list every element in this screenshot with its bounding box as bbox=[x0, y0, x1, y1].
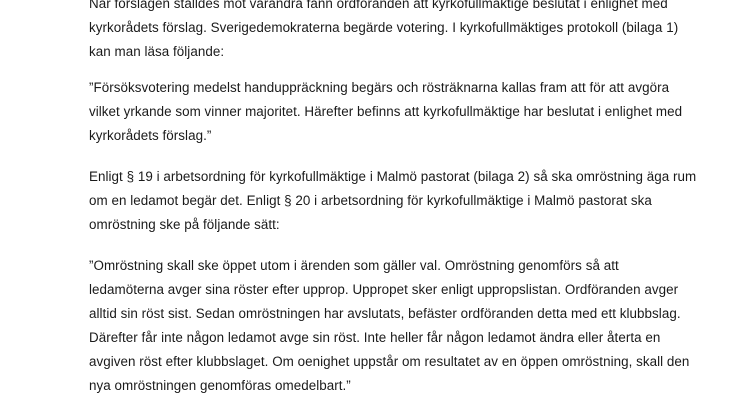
paragraph-rules-reference bbox=[89, 165, 697, 237]
text-line: alltid sin röst sist. Sedan omröstningen har avslutats, befäster ordföranden detta med ett klubbslag. bbox=[89, 306, 681, 321]
text-line: nya omröstningen genomföras omedelbart.” bbox=[89, 378, 351, 393]
paragraph-vote-outcome bbox=[89, 0, 689, 64]
text-line: vilket yrkande som vinner majoritet. Härefter befinns att kyrkofullmäktige har beslutat i enlighet med bbox=[89, 104, 683, 119]
text-line: avgiven röst efter klubbslaget. Om oenighet uppstår om resultatet av en öppen omröstning, skall den bbox=[89, 354, 690, 369]
text-line: kyrkorådets förslag. Sverigedemokraterna begärde votering. I kyrkofullmäktiges protokoll (bilaga 1) bbox=[89, 20, 679, 35]
paragraph-protocol-quote bbox=[89, 76, 689, 148]
text-line: omröstning ske på följande sätt: bbox=[89, 217, 280, 232]
text-line: Därefter får inte någon ledamot avge sin röst. Inte heller får någon ledamot ändra eller återta en bbox=[89, 330, 661, 345]
paragraph-voting-procedure-quote bbox=[89, 254, 689, 398]
text-line: ”Försöksvotering medelst handuppräckning begärs och rösträknarna kallas fram att för att avgöra bbox=[89, 80, 670, 95]
text-line: När förslagen ställdes mot varandra fann ordföranden att kyrkofullmäktige beslutat i enlighet med bbox=[89, 0, 668, 11]
text-line: ledamöterna avger sina röster efter upprop. Uppropet sker enligt uppropslistan. Ordföranden avger bbox=[89, 282, 679, 297]
text-line: om en ledamot begär det. Enligt § 20 i arbetsordning för kyrkofullmäktige i Malmö pastorat ska bbox=[89, 193, 652, 208]
text-line: ”Omröstning skall ske öppet utom i ärenden som gäller val. Omröstning genomförs så att bbox=[89, 258, 619, 273]
text-line: Enligt § 19 i arbetsordning för kyrkofullmäktige i Malmö pastorat (bilaga 2) så ska omröstning äga rum bbox=[89, 169, 697, 184]
text-line: kan man läsa följande: bbox=[89, 44, 225, 59]
text-line: kyrkorådets förslag.” bbox=[89, 128, 212, 143]
